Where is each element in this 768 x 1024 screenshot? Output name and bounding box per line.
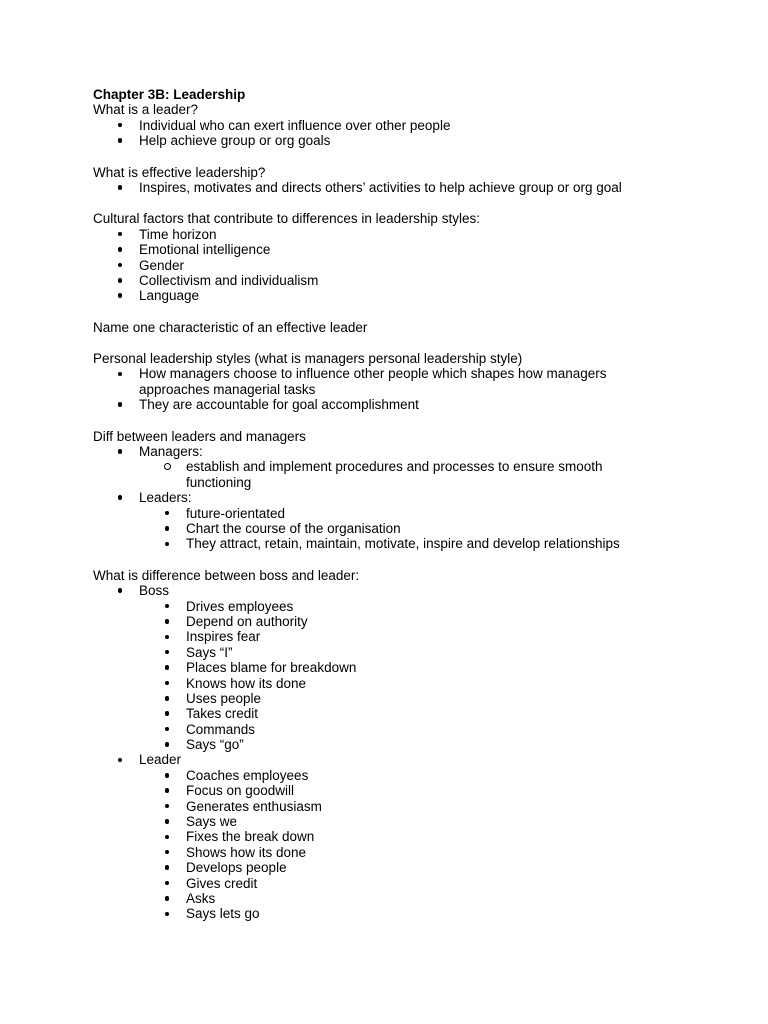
sub-list-item: Says we <box>93 814 733 829</box>
bullet-icon <box>161 860 173 875</box>
bullet-icon <box>161 629 173 644</box>
bullet-icon <box>161 614 173 629</box>
sub-list-item-continuation: functioning <box>186 474 252 490</box>
bullet-icon <box>114 242 126 257</box>
sub-list-item: establish and implement procedures and processes to ensure smooth <box>93 459 733 474</box>
list-item: Time horizon <box>93 227 733 242</box>
list-item-continuation: approaches managerial tasks <box>139 381 316 397</box>
list-item: Leaders: <box>93 490 733 505</box>
personal-heading: Personal leadership styles (what is managers personal leadership style) <box>93 351 523 367</box>
bullet-icon <box>161 722 173 737</box>
list-item: Collectivism and individualism <box>93 273 733 288</box>
list-item: Individual who can exert influence over other people <box>93 118 733 133</box>
bullet-icon <box>114 258 126 273</box>
bullet-icon <box>114 288 126 303</box>
characteristic-question: Name one characteristic of an effective leader <box>93 319 368 335</box>
bullet-icon <box>161 829 173 844</box>
sub-list-item: Inspires fear <box>93 629 733 644</box>
sub-list-item: Coaches employees <box>93 768 733 783</box>
list-item: Inspires, motivates and directs others’ activities to help achieve group or org goal <box>93 180 733 195</box>
bullet-icon <box>114 227 126 242</box>
sub-list-item: Generates enthusiasm <box>93 799 733 814</box>
effective-question: What is effective leadership? <box>93 164 266 180</box>
bullet-icon <box>114 180 126 195</box>
sub-list-item: Drives employees <box>93 599 733 614</box>
bullet-icon <box>161 906 173 921</box>
sub-list-item: Says lets go <box>93 906 733 921</box>
hollow-bullet-icon <box>161 459 173 474</box>
bullet-icon <box>161 521 173 536</box>
sub-list-item: future-orientated <box>93 506 733 521</box>
bullet-icon <box>161 737 173 752</box>
sub-list-item: Says “I” <box>93 645 733 660</box>
document-page <box>93 87 733 922</box>
bullet-icon <box>161 676 173 691</box>
sub-list-item: Knows how its done <box>93 676 733 691</box>
bullet-icon <box>161 536 173 551</box>
bullet-icon <box>161 876 173 891</box>
bullet-icon <box>161 645 173 660</box>
list-item: Boss <box>93 583 733 598</box>
page-title: Chapter 3B: Leadership <box>93 87 246 102</box>
sub-list-item: Chart the course of the organisation <box>93 521 733 536</box>
bullet-icon <box>114 444 126 459</box>
bullet-icon <box>161 845 173 860</box>
sub-list-item: Fixes the break down <box>93 829 733 844</box>
list-item: Leader <box>93 752 733 767</box>
leader-question: What is a leader? <box>93 102 199 118</box>
bullet-icon <box>114 133 126 148</box>
sub-list-item: Asks <box>93 891 733 906</box>
sub-list-item: Gives credit <box>93 876 733 891</box>
sub-list-item: Develops people <box>93 860 733 875</box>
list-item: Help achieve group or org goals <box>93 133 733 148</box>
bullet-icon <box>161 783 173 798</box>
list-item: Managers: <box>93 444 733 459</box>
sub-list-item: Focus on goodwill <box>93 783 733 798</box>
sub-list-item: Takes credit <box>93 706 733 721</box>
sub-list-item: Commands <box>93 722 733 737</box>
bullet-icon <box>161 706 173 721</box>
sub-list-item: Shows how its done <box>93 845 733 860</box>
list-item: Emotional intelligence <box>93 242 733 257</box>
list-item: How managers choose to influence other people which shapes how managers <box>93 366 733 381</box>
bullet-icon <box>114 583 126 598</box>
bullet-icon <box>114 752 126 767</box>
bullet-icon <box>114 118 126 133</box>
sub-list-item: Depend on authority <box>93 614 733 629</box>
bullet-icon <box>161 891 173 906</box>
sub-list-item: Places blame for breakdown <box>93 660 733 675</box>
bullet-icon <box>161 599 173 614</box>
bullet-icon <box>161 768 173 783</box>
list-item: They are accountable for goal accomplishment <box>93 397 733 412</box>
list-item: Language <box>93 288 733 303</box>
sub-list-item: Uses people <box>93 691 733 706</box>
bullet-icon <box>161 660 173 675</box>
list-item: Gender <box>93 258 733 273</box>
cultural-heading: Cultural factors that contribute to differences in leadership styles: <box>93 211 480 227</box>
bullet-icon <box>161 814 173 829</box>
bullet-icon <box>161 506 173 521</box>
bullet-icon <box>114 397 126 412</box>
sub-list-item: Says “go” <box>93 737 733 752</box>
bullet-icon <box>114 366 126 381</box>
bullet-icon <box>114 490 126 505</box>
diff-heading: Diff between leaders and managers <box>93 428 306 444</box>
sub-list-item: They attract, retain, maintain, motivate, inspire and develop relationships <box>93 536 733 551</box>
boss-leader-heading: What is difference between boss and leader: <box>93 567 360 583</box>
bullet-icon <box>114 273 126 288</box>
bullet-icon <box>161 691 173 706</box>
bullet-icon <box>161 799 173 814</box>
